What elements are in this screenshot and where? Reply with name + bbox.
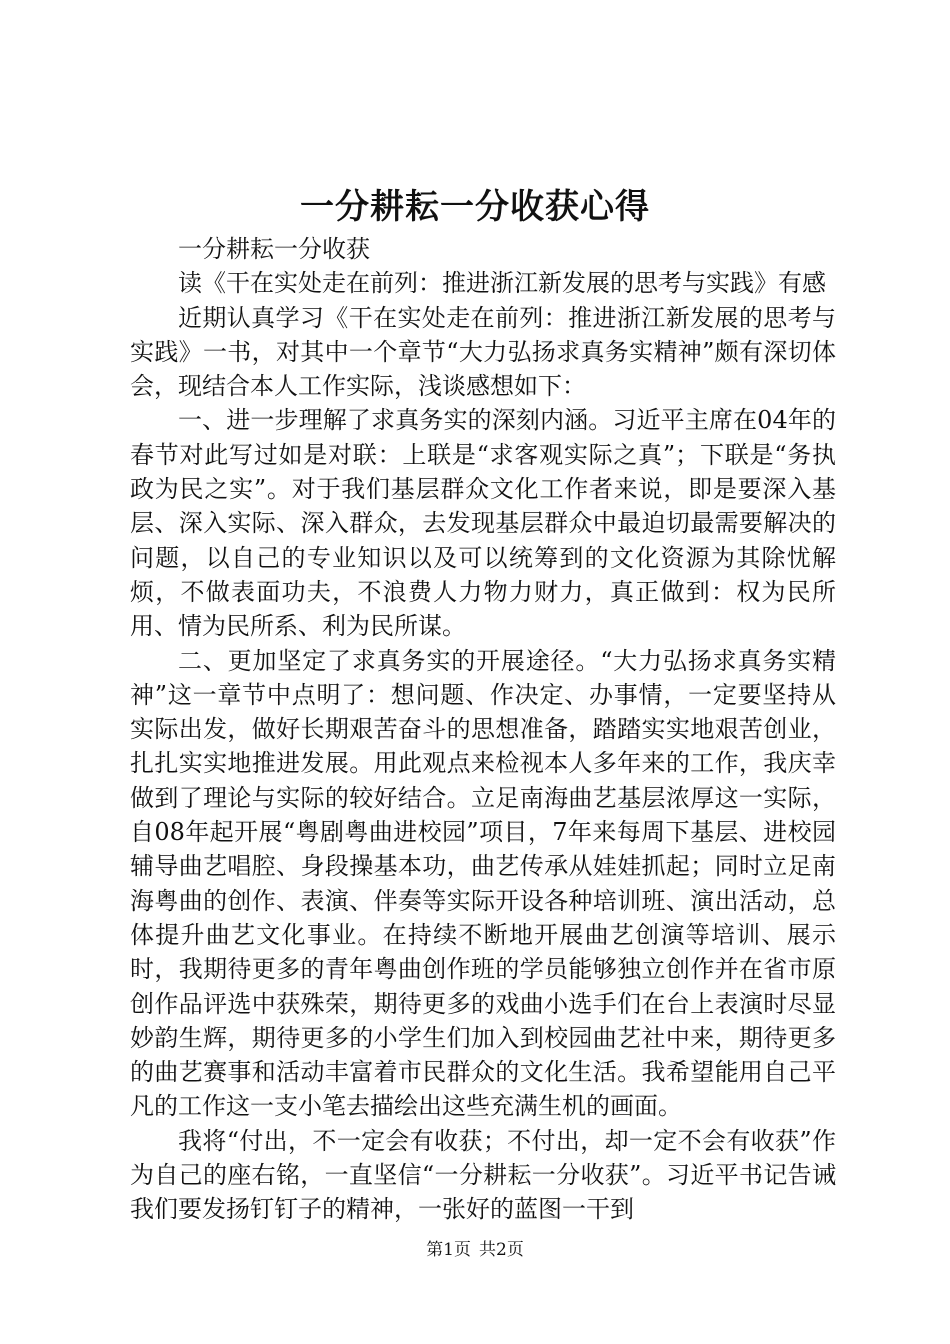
page-footer xyxy=(0,1238,950,1262)
document-body xyxy=(130,232,836,1227)
motto-paragraph: 我将“付出，不一定会有收获；不付出，却一定不会有收获”作为自己的座右铭，一直坚信“一分耕耘一分收获”。习近平书记告诫我们要发扬钉钉子的精神，一张好的蓝图一干到 xyxy=(130,1126,836,1224)
point-two-paragraph: 二、更加坚定了求真务实的开展途径。“大力弘扬求真务实精神”这一章节中点明了：想问题、作决定、办事情，一定要坚持从实际出发，做好长期艰苦奋斗的思想准备，踏踏实实地艰苦创业，扎扎实实地推进发展。用此观点来检视本人多年来的工作，我庆幸做到了理论与实际的较好结合。立足南海曲艺基层浓厚这一实际，自08年起开展“粤剧粤曲进校园”项目，7年来每周下基层、进校园辅导曲艺唱腔、身段操基本功，曲艺传承从娃娃抓起；同时立足南海粤曲的创作、表演、伴奏等实际开设各种培训班、演出活动，总体提升曲艺文化事业。在持续不断地开展曲艺创演等培训、展示时，我期待更多的青年粤曲创作班的学员能够独立创作并在省市原创作品评选中获殊荣，期待更多的戏曲小选手们在台上表演时尽显妙韵生辉，期待更多的小学生们加入到校园曲艺社中来，期待更多的曲艺赛事和活动丰富着市民群众的文化生活。我希望能用自己平凡的工作这一支小笔去描绘出这些充满生机的画面。 xyxy=(130,646,836,1121)
page-number: 第1页 xyxy=(426,1240,471,1260)
book-reference-paragraph: 读《干在实处走在前列：推进浙江新发展的思考与实践》有感 xyxy=(178,269,826,298)
subtitle-paragraph: 一分耕耘一分收获 xyxy=(178,235,370,263)
document-title: 一分耕耘一分收获心得 xyxy=(300,187,650,227)
point-one-paragraph: 一、进一步理解了求真务实的深刻内涵。习近平主席在04年的春节对此写过如是对联：上联是“求客观实际之真”；下联是“务执政为民之实”。对于我们基层群众文化工作者来说，即是要深入基层、深入实际、深入群众，去发现基层群众中最迫切最需要解决的问题，以自己的专业知识以及可以统筹到的文化资源为其除忧解烦，不做表面功夫，不浪费人力物力财力，真正做到：权为民所用、情为民所系、利为民所谋。 xyxy=(130,406,836,641)
intro-paragraph: 近期认真学习《干在实处走在前列：推进浙江新发展的思考与实践》一书，对其中一个章节“大力弘扬求真务实精神”颇有深切体会，现结合本人工作实际，浅谈感想如下： xyxy=(130,303,836,401)
page-total: 共2页 xyxy=(479,1240,524,1260)
